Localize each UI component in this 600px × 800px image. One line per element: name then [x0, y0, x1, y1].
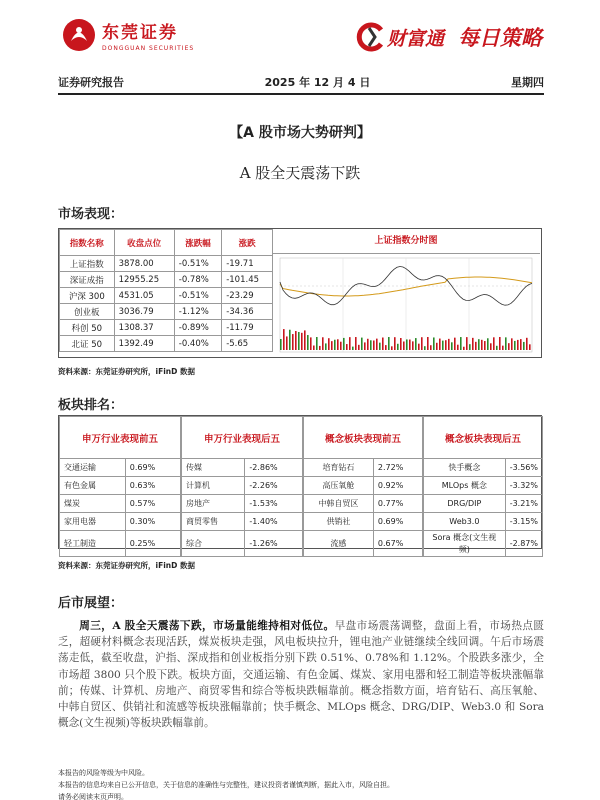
- index-table-header: 涨跌幅: [174, 230, 221, 256]
- index-table-header: 涨跌: [222, 230, 273, 256]
- table-cell: -0.51%: [174, 288, 221, 304]
- outlook-paragraph: [58, 618, 544, 731]
- chart-volume-bar: [460, 337, 462, 350]
- sector-column-header: 申万行业表现前五: [60, 417, 181, 459]
- table-cell: 3036.79: [114, 304, 174, 320]
- table-cell: -3.21%: [505, 495, 542, 513]
- chart-volume-bar: [313, 346, 315, 350]
- table-cell: -3.15%: [505, 513, 542, 531]
- table-row: [60, 288, 273, 304]
- index-table-header: 收盘点位: [114, 230, 174, 256]
- chart-volume-bar: [340, 342, 342, 350]
- chart-volume-bar: [496, 346, 498, 350]
- market-source: 资料来源：东莞证券研究所，iFinD 数据: [58, 367, 195, 376]
- read-statement-note: 请务必阅读末页声明。: [58, 793, 128, 800]
- table-row: [304, 477, 423, 495]
- table-row: [182, 459, 303, 477]
- chart-volume-bar: [328, 338, 330, 350]
- chart-volume-bar: [478, 339, 480, 350]
- table-cell: 北证 50: [60, 336, 115, 352]
- chart-volume-bar: [505, 337, 507, 350]
- chart-volume-bar: [376, 339, 378, 350]
- table-cell: -1.26%: [245, 531, 303, 557]
- table-row: [182, 531, 303, 557]
- table-row: [424, 513, 543, 531]
- info-disclaimer: 本报告的信息均来自已公开信息，关于信息的准确性与完整性，建议投资者谨慎判断，据此入市，风险自担。: [58, 781, 394, 789]
- table-cell: Sora 概念(文生视频): [424, 531, 506, 557]
- table-row: [60, 256, 273, 272]
- table-cell: -34.36: [222, 304, 273, 320]
- table-cell: 0.69%: [125, 459, 180, 477]
- page-title: 【A 股市场大势研判】: [229, 125, 371, 141]
- outlook-section-title: 后市展望：: [58, 596, 124, 611]
- chart-volume-bar: [406, 339, 408, 350]
- header-divider: [58, 93, 544, 95]
- index-table: [59, 229, 273, 352]
- chart-volume-bar: [457, 345, 459, 350]
- table-cell: -11.79: [222, 320, 273, 336]
- report-header: [0, 0, 600, 70]
- table-cell: -19.71: [222, 256, 273, 272]
- chart-volume-bar: [301, 333, 303, 350]
- chart-volume-bar: [433, 337, 435, 350]
- chart-volume-bar: [295, 331, 297, 350]
- chart-volume-bar: [367, 339, 369, 350]
- sector-column: [181, 416, 303, 550]
- chart-volume-bar: [526, 338, 528, 350]
- chart-volume-bar: [331, 341, 333, 350]
- table-cell: 中韩自贸区: [304, 495, 374, 513]
- disclaimer: [58, 767, 548, 800]
- report-type: 证券研究报告: [58, 76, 124, 89]
- table-cell: -1.40%: [245, 513, 303, 531]
- table-cell: 房地产: [182, 495, 245, 513]
- chart-volume-bar: [310, 337, 312, 350]
- table-row: [60, 336, 273, 352]
- chart-volume-bar: [448, 339, 450, 350]
- table-cell: Web3.0: [424, 513, 506, 531]
- chart-volume-bar: [334, 340, 336, 350]
- chart-volume-bar: [370, 340, 372, 350]
- table-cell: 计算机: [182, 477, 245, 495]
- table-row: [60, 495, 181, 513]
- table-cell: 4531.05: [114, 288, 174, 304]
- table-cell: -0.89%: [174, 320, 221, 336]
- chart-volume-bar: [307, 335, 309, 350]
- product-emblem-icon: [355, 22, 385, 52]
- chart-volume-bar: [292, 334, 294, 350]
- chart-volume-bar: [487, 338, 489, 350]
- table-cell: 0.77%: [373, 495, 422, 513]
- chart-volume-bar: [424, 346, 426, 350]
- chart-volume-bar: [511, 338, 513, 350]
- table-row: [60, 459, 181, 477]
- sector-ranking-box: [58, 415, 542, 554]
- table-row: [304, 513, 423, 531]
- chart-volume-bar: [397, 344, 399, 350]
- risk-level-note: 本报告的风险等级为中风险。: [58, 769, 149, 777]
- chart-volume-bar: [499, 337, 501, 350]
- chart-volume-bar: [355, 337, 357, 350]
- table-cell: -1.12%: [174, 304, 221, 320]
- page-subtitle: A 股全天震荡下跌: [239, 164, 361, 182]
- table-cell: 0.92%: [373, 477, 422, 495]
- chart-volume-bar: [523, 342, 525, 350]
- table-cell: 3878.00: [114, 256, 174, 272]
- table-cell: -101.45: [222, 272, 273, 288]
- chart-volume-bar: [364, 342, 366, 350]
- outlook-lead: 周三，A 股全天震荡下跌，市场量能维持相对低位。: [79, 620, 335, 632]
- chart-volume-bar: [346, 344, 348, 350]
- table-row: [304, 459, 423, 477]
- product-logo: [355, 22, 542, 52]
- table-cell: 高压氧舱: [304, 477, 374, 495]
- table-cell: -23.29: [222, 288, 273, 304]
- chart-volume-bar: [325, 343, 327, 350]
- table-row: [182, 477, 303, 495]
- table-cell: 沪深 300: [60, 288, 115, 304]
- chart-volume-bar: [430, 345, 432, 350]
- table-cell: MLOps 概念: [424, 477, 506, 495]
- table-cell: 2.72%: [373, 459, 422, 477]
- chart-volume-bar: [289, 330, 291, 350]
- table-cell: 0.57%: [125, 495, 180, 513]
- table-cell: 商贸零售: [182, 513, 245, 531]
- chart-volume-bar: [337, 339, 339, 350]
- chart-volume-bar: [358, 345, 360, 350]
- chart-volume-bar: [373, 341, 375, 350]
- table-cell: 0.30%: [125, 513, 180, 531]
- table-cell: 上证指数: [60, 256, 115, 272]
- chart-volume-bar: [427, 337, 429, 350]
- sector-column: [423, 416, 543, 554]
- sector-column-header: 概念板块表现前五: [304, 417, 423, 459]
- table-row: [424, 477, 543, 495]
- chart-volume-bar: [529, 344, 531, 350]
- table-cell: 科创 50: [60, 320, 115, 336]
- chart-volume-bar: [352, 347, 354, 350]
- report-weekday: 星期四: [510, 76, 544, 89]
- table-cell: 1308.37: [114, 320, 174, 336]
- chart-volume-bar: [436, 343, 438, 350]
- table-cell: -2.26%: [245, 477, 303, 495]
- table-cell: 交通运输: [60, 459, 126, 477]
- table-cell: 1392.49: [114, 336, 174, 352]
- table-cell: 有色金属: [60, 477, 126, 495]
- column-name: 每日策略: [458, 26, 542, 50]
- chart-volume-bar: [343, 338, 345, 350]
- table-cell: 煤炭: [60, 495, 126, 513]
- table-cell: 快手概念: [424, 459, 506, 477]
- chart-volume-bar: [454, 338, 456, 350]
- chart-volume-bar: [466, 337, 468, 350]
- table-cell: 深证成指: [60, 272, 115, 288]
- table-cell: 流感: [304, 531, 374, 557]
- chart-volume-bar: [481, 340, 483, 350]
- table-row: [424, 459, 543, 477]
- chart-volume-bar: [349, 337, 351, 350]
- chart-volume-bar: [508, 343, 510, 350]
- table-cell: 供销社: [304, 513, 374, 531]
- chart-volume-bar: [451, 342, 453, 350]
- table-row: [60, 272, 273, 288]
- chart-volume-bar: [391, 346, 393, 350]
- chart-volume-bar: [304, 330, 306, 350]
- sector-column: [303, 416, 423, 550]
- chart-volume-bar: [472, 338, 474, 350]
- chart-volume-bar: [316, 337, 318, 350]
- table-row: [304, 531, 423, 557]
- chart-volume-bar: [409, 340, 411, 350]
- sector-column: [59, 416, 181, 550]
- chart-volume-bar: [442, 341, 444, 350]
- chart-volume-bar: [490, 343, 492, 350]
- table-row: [60, 513, 181, 531]
- chart-volume-bar: [379, 343, 381, 350]
- table-cell: 0.25%: [125, 531, 180, 557]
- table-cell: -2.87%: [505, 531, 542, 557]
- chart-volume-bar: [385, 345, 387, 350]
- table-cell: 12955.25: [114, 272, 174, 288]
- table-cell: 0.67%: [373, 531, 422, 557]
- table-cell: -0.51%: [174, 256, 221, 272]
- table-row: [182, 513, 303, 531]
- table-cell: 传媒: [182, 459, 245, 477]
- report-date: 2025 年 12 月 4 日: [264, 76, 371, 89]
- chart-volume-bar: [280, 339, 282, 350]
- chart-volume-bar: [463, 347, 465, 350]
- table-row: [60, 477, 181, 495]
- chart-volume-bar: [361, 338, 363, 350]
- table-cell: -2.86%: [245, 459, 303, 477]
- table-row: [304, 495, 423, 513]
- table-cell: 0.63%: [125, 477, 180, 495]
- chart-volume-bar: [415, 338, 417, 350]
- chart-volume-bar: [394, 337, 396, 350]
- table-row: [182, 495, 303, 513]
- report-meta: [58, 74, 544, 90]
- table-row: [60, 304, 273, 320]
- table-cell: 家用电器: [60, 513, 126, 531]
- table-row: [424, 495, 543, 513]
- chart-volume-bar: [418, 344, 420, 350]
- table-cell: -3.56%: [505, 459, 542, 477]
- table-cell: 综合: [182, 531, 245, 557]
- chart-volume-bar: [298, 332, 300, 350]
- outlook-body: 早盘市场震荡调整，盘面上看，市场热点匮乏，超硬材料概念表现活跃，煤炭板块走强，风电板块拉升，锂电池产业链继续全线回调。午后市场震荡走低，截至收盘，沪指、深成指和创业板指分别下跌 0.51%、0.78%和 1.12%。个股跌多涨少，全市场超 3800 只个股下跌。板块方面，交通运输、有色金属、煤炭、家用电器和轻工制造等板块涨幅靠前；传媒、计算机、房地产、商贸零售和综合等板块跌幅靠前。概念指数方面，培育钻石、高压氧舱、中韩自贸区、供销社和流感等板块涨幅靠前；快手概念、MLOps 概念、DRG/DIP、Web3.0 和 Sora 概念(文生视频)等板块跌幅靠前。: [58, 620, 545, 730]
- table-cell: DRG/DIP: [424, 495, 506, 513]
- chart-volume-bar: [439, 339, 441, 350]
- chart-volume-bar: [520, 339, 522, 350]
- sector-source: 资料来源：东莞证券研究所，iFinD 数据: [58, 561, 195, 570]
- brand-name-en: DONGGUAN SECURITIES: [102, 45, 195, 52]
- table-cell: 创业板: [60, 304, 115, 320]
- chart-volume-bar: [400, 338, 402, 350]
- chart-volume-bar: [388, 337, 390, 350]
- dongguan-securities-logo: [62, 18, 194, 52]
- table-row: [424, 531, 543, 557]
- chart-volume-bar: [421, 337, 423, 350]
- chart-volume-bar: [382, 338, 384, 350]
- table-row: [60, 320, 273, 336]
- chart-volume-bar: [475, 342, 477, 350]
- table-cell: -5.65: [222, 336, 273, 352]
- chart-volume-bar: [484, 341, 486, 350]
- index-table-header: 指数名称: [60, 230, 115, 256]
- product-name: 财富通: [386, 27, 444, 50]
- chart-volume-bar: [517, 340, 519, 350]
- chart-volume-bar: [469, 344, 471, 350]
- chart-volume-bar: [445, 340, 447, 350]
- chart-volume-bar: [493, 337, 495, 350]
- table-cell: -0.78%: [174, 272, 221, 288]
- table-cell: -1.53%: [245, 495, 303, 513]
- chart-volume-bar: [412, 341, 414, 350]
- table-cell: -0.40%: [174, 336, 221, 352]
- table-cell: -3.32%: [505, 477, 542, 495]
- table-cell: 0.69%: [373, 513, 422, 531]
- chart-volume-bar: [322, 337, 324, 350]
- chart-volume-bar: [319, 346, 321, 350]
- chart-volume-bar: [514, 341, 516, 350]
- intraday-chart-title: 上证指数分时图: [272, 228, 540, 254]
- intraday-chart: [272, 256, 540, 356]
- table-row: [60, 531, 181, 557]
- table-cell: 培育钻石: [304, 459, 374, 477]
- table-cell: 轻工制造: [60, 531, 126, 557]
- chart-volume-bar: [403, 341, 405, 350]
- market-section-title: 市场表现：: [58, 207, 124, 222]
- chart-volume-bar: [286, 336, 288, 350]
- chart-volume-bar: [283, 329, 285, 350]
- brand-name-cn: 东莞证券: [102, 23, 178, 43]
- sector-section-title: 板块排名：: [58, 398, 124, 413]
- sector-column-header: 申万行业表现后五: [182, 417, 303, 459]
- chart-volume-bar: [502, 346, 504, 350]
- sector-column-header: 概念板块表现后五: [424, 417, 543, 459]
- brand-emblem-icon: [62, 18, 96, 52]
